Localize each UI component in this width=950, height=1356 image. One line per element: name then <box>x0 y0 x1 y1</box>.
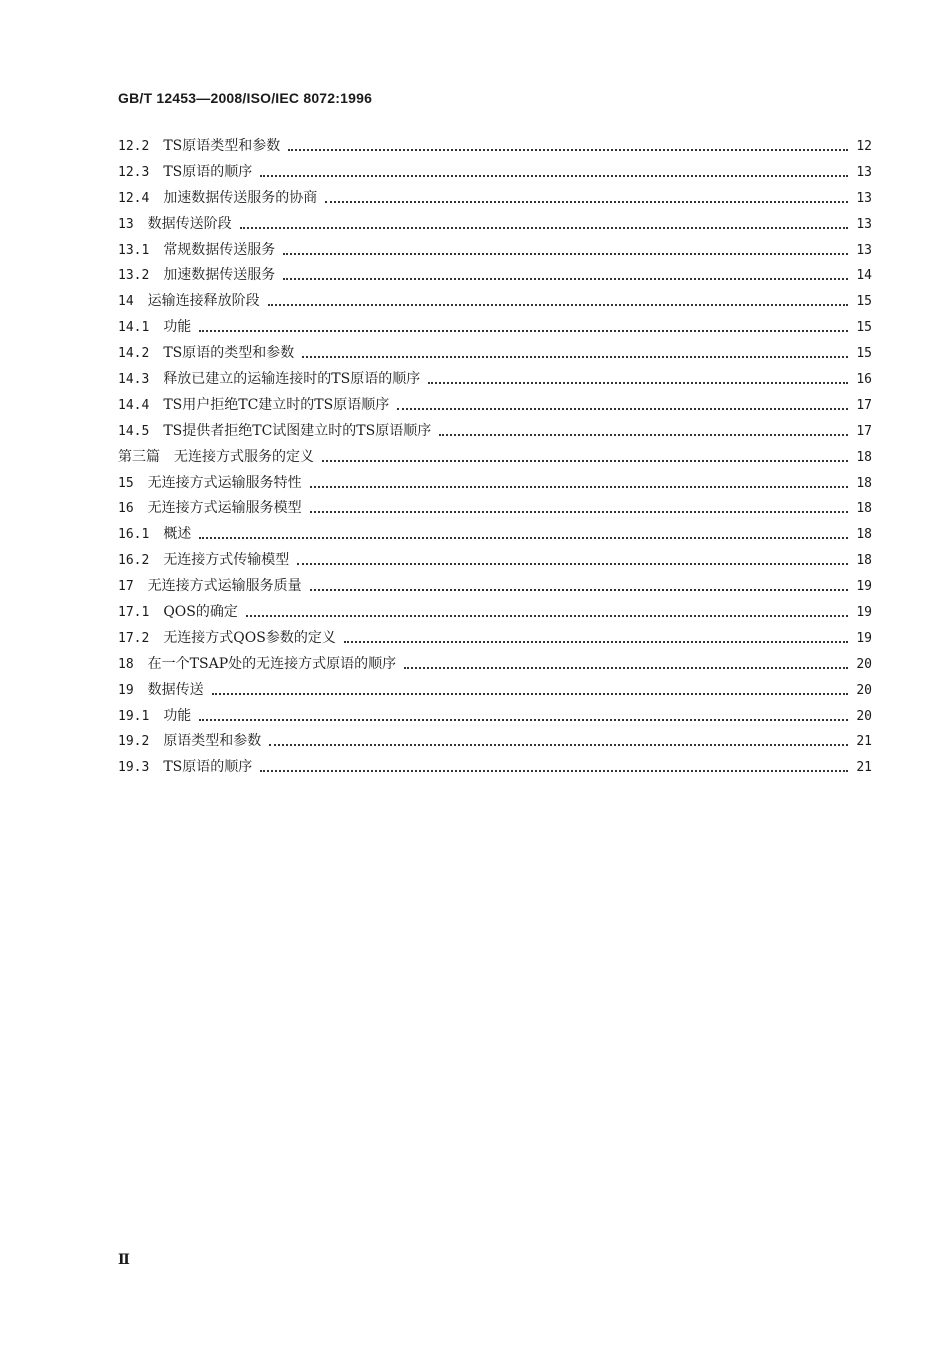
toc-entry[interactable] <box>118 678 872 704</box>
toc-entry[interactable] <box>118 522 872 548</box>
toc-entry[interactable] <box>118 186 872 212</box>
toc-entry-title: TS提供者拒绝TC试图建立时的TS原语顺序 <box>163 422 432 439</box>
toc-entry[interactable] <box>118 729 872 755</box>
toc-entry-page: 19 <box>856 579 872 595</box>
toc-entry-page: 15 <box>856 320 872 336</box>
toc-entry-title: 无连接方式传输模型 <box>163 552 290 569</box>
toc-dot-leader <box>199 330 848 332</box>
toc-entry-number: 12.3 <box>118 164 150 180</box>
toc-entry-page: 18 <box>856 501 872 517</box>
toc-entry-page: 13 <box>856 164 872 180</box>
toc-entry[interactable] <box>118 496 872 522</box>
toc-dot-leader <box>288 149 848 151</box>
toc-entry-title: 常规数据传送服务 <box>163 241 276 258</box>
toc-dot-leader <box>439 434 848 436</box>
toc-entry-page: 12 <box>856 139 872 154</box>
toc-entry-page: 18 <box>856 449 872 465</box>
toc-entry[interactable] <box>118 263 872 289</box>
toc-entry[interactable] <box>118 160 872 186</box>
toc-entry-number: 14.3 <box>118 372 150 388</box>
toc-entry-page: 13 <box>856 242 872 258</box>
toc-entry-page: 21 <box>856 734 872 750</box>
toc-entry-number: 18 <box>118 656 134 672</box>
toc-entry-title: 在一个TSAP处的无连接方式原语的顺序 <box>147 655 397 672</box>
toc-entry-title: 运输连接释放阶段 <box>147 293 260 310</box>
toc-entry-number: 12.4 <box>118 190 150 206</box>
toc-dot-leader <box>428 382 848 384</box>
toc-entry[interactable] <box>118 212 872 238</box>
toc-entry[interactable] <box>118 315 872 341</box>
toc-dot-leader <box>199 719 848 721</box>
toc-entry-title: 功能 <box>163 707 192 724</box>
toc-dot-leader <box>310 589 848 591</box>
toc-dot-leader <box>310 511 848 513</box>
toc-entry-number: 16.2 <box>118 553 150 569</box>
toc-entry-page: 20 <box>856 708 872 724</box>
toc-entry-title: 第三篇 无连接方式服务的定义 <box>118 448 314 465</box>
toc-entry-title: 数据传送 <box>147 681 204 698</box>
toc-entry-number: 13.1 <box>118 242 150 258</box>
toc-entry-title: TS用户拒绝TC建立时的TS原语顺序 <box>163 396 390 413</box>
toc-entry-number: 19.3 <box>118 760 150 776</box>
toc-dot-leader <box>260 770 848 772</box>
toc-entry-page: 18 <box>856 527 872 543</box>
page-number: Ⅱ <box>118 1252 130 1268</box>
toc-entry-page: 20 <box>856 656 872 672</box>
toc-dot-leader <box>268 304 848 306</box>
toc-entry-page: 17 <box>856 423 872 439</box>
toc-entry-title: 无连接方式运输服务模型 <box>147 500 302 517</box>
table-of-contents <box>118 134 872 781</box>
toc-entry-title: TS原语的顺序 <box>163 759 253 776</box>
toc-dot-leader <box>246 615 848 617</box>
toc-entry-number: 19.1 <box>118 708 150 724</box>
toc-entry-number: 16.1 <box>118 527 150 543</box>
toc-entry[interactable] <box>118 289 872 315</box>
toc-entry-number: 13 <box>118 216 134 232</box>
toc-entry-number: 14.1 <box>118 320 150 336</box>
toc-dot-leader <box>322 460 848 462</box>
toc-dot-leader <box>212 693 848 695</box>
toc-entry[interactable] <box>118 238 872 264</box>
toc-entry-title: 加速数据传送服务的协商 <box>163 189 318 206</box>
toc-entry[interactable] <box>118 548 872 574</box>
toc-entry-number: 14.4 <box>118 397 150 413</box>
toc-dot-leader <box>260 175 848 177</box>
toc-entry-page: 18 <box>856 475 872 491</box>
toc-dot-leader <box>240 227 848 229</box>
toc-dot-leader <box>283 278 848 280</box>
toc-entry-title: 原语类型和参数 <box>163 733 262 750</box>
toc-entry-number: 17.1 <box>118 605 150 621</box>
toc-entry-number: 14.5 <box>118 423 150 439</box>
toc-entry-title: QOS的确定 <box>163 604 238 621</box>
toc-entry[interactable] <box>118 367 872 393</box>
toc-entry[interactable] <box>118 419 872 445</box>
toc-dot-leader <box>283 253 848 255</box>
toc-entry[interactable] <box>118 652 872 678</box>
toc-dot-leader <box>397 408 848 410</box>
toc-entry-page: 17 <box>856 397 872 413</box>
toc-entry-page: 15 <box>856 346 872 362</box>
toc-dot-leader <box>325 201 848 203</box>
toc-entry-title: 无连接方式QOS参数的定义 <box>163 629 336 646</box>
toc-entry[interactable] <box>118 704 872 730</box>
document-header: GB/T 12453—2008/ISO/IEC 8072:1996 <box>118 90 373 106</box>
toc-entry-title: 概述 <box>163 526 192 543</box>
toc-entry-title: 功能 <box>163 319 192 336</box>
toc-entry-number: 17.2 <box>118 630 150 646</box>
toc-dot-leader <box>297 563 848 565</box>
toc-entry[interactable] <box>118 134 872 160</box>
toc-dot-leader <box>344 641 848 643</box>
toc-entry-number: 16 <box>118 501 134 517</box>
toc-entry-number: 15 <box>118 475 134 491</box>
toc-entry-title: TS原语的顺序 <box>163 163 253 180</box>
toc-entry[interactable] <box>118 341 872 367</box>
toc-entry-title: 无连接方式运输服务特性 <box>147 474 302 491</box>
toc-dot-leader <box>302 356 848 358</box>
toc-entry-page: 19 <box>856 630 872 646</box>
toc-entry-number: 12.2 <box>118 139 150 154</box>
toc-entry-page: 19 <box>856 605 872 621</box>
toc-entry[interactable] <box>118 393 872 419</box>
toc-entry-title: 数据传送阶段 <box>147 215 232 232</box>
toc-entry-page: 20 <box>856 682 872 698</box>
toc-dot-leader <box>310 486 848 488</box>
toc-entry[interactable] <box>118 471 872 497</box>
toc-entry-page: 16 <box>856 372 872 388</box>
toc-entry-title: 加速数据传送服务 <box>163 267 276 284</box>
toc-dot-leader <box>269 744 848 746</box>
toc-entry-number: 19 <box>118 682 134 698</box>
toc-entry-page: 14 <box>856 268 872 284</box>
toc-entry-number: 14 <box>118 294 134 310</box>
toc-entry[interactable] <box>118 626 872 652</box>
toc-dot-leader <box>404 667 848 669</box>
toc-entry-number: 14.2 <box>118 346 150 362</box>
toc-entry-page: 21 <box>856 760 872 776</box>
toc-entry-title: TS原语类型和参数 <box>163 138 281 154</box>
toc-entry-page: 13 <box>856 216 872 232</box>
toc-entry-title: TS原语的类型和参数 <box>163 345 295 362</box>
toc-entry-number: 17 <box>118 579 134 595</box>
toc-entry-page: 13 <box>856 190 872 206</box>
toc-entry-number: 19.2 <box>118 734 150 750</box>
toc-entry-number: 13.2 <box>118 268 150 284</box>
toc-entry-title: 无连接方式运输服务质量 <box>147 578 302 595</box>
toc-entry-page: 15 <box>856 294 872 310</box>
toc-entry-page: 18 <box>856 553 872 569</box>
toc-dot-leader <box>199 537 848 539</box>
toc-entry[interactable] <box>118 755 872 781</box>
toc-entry[interactable] <box>118 600 872 626</box>
toc-entry[interactable] <box>118 574 872 600</box>
toc-entry[interactable] <box>118 445 872 471</box>
toc-entry-title: 释放已建立的运输连接时的TS原语的顺序 <box>163 371 421 388</box>
